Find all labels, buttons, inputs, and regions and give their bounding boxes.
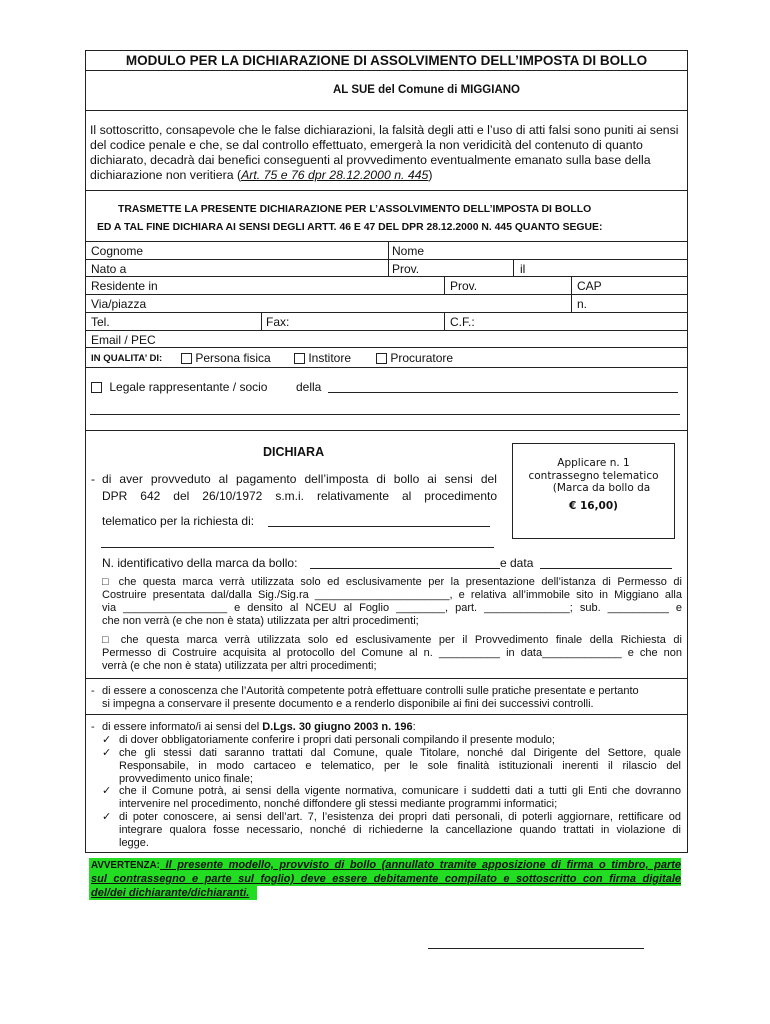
opzione-a-line-1: □ che questa marca verrà utilizzata solo ed esclusivamente per la presentazione dell’istanza di Permesso di (102, 576, 682, 588)
bullet-1: - (91, 472, 95, 486)
stamp-line-1: Applicare n. 1 (557, 457, 630, 469)
bullet-2: - (91, 685, 95, 697)
check-icon: ✓ (102, 747, 112, 759)
informato-item-3-line-2: intervenire nel procedimento, nonché diffondere gli stessi mediante programmi informatici; (119, 798, 558, 810)
checkbox-legale-rappresentante[interactable] (91, 382, 102, 393)
opzione-b-line-2: Permesso di Costruire acquisita al protocollo del Comune al n. __________ in data_____________ e che non (102, 647, 682, 659)
dichiara-p1-line3: telematico per la richiesta di: (102, 514, 255, 528)
field-via-piazza[interactable]: Via/piazza (91, 297, 147, 311)
informato-item-2-line-2: Responsabile, in modo cartaceo e telematico, per le sole finalità istituzionali inerenti il rilascio del (119, 760, 681, 772)
richiesta-input-line-2[interactable] (101, 547, 494, 548)
marca-id-input-line[interactable] (310, 568, 500, 569)
opzione-a-line-3: via _________________ e densito al NCEU al Foglio ________, part. ______________; sub. __________ e (102, 602, 682, 614)
transmit-line-1: TRASMETTE LA PRESENTE DICHIARAZIONE PER L’ASSOLVIMENTO DELL’IMPOSTA DI BOLLO (118, 204, 592, 215)
field-tel[interactable]: Tel. (91, 315, 110, 329)
informato-item-3-line-1: che il Comune potrà, ai sensi della vigente normativa, comunicare i suddetti dati a tutti gli Enti che dovranno (119, 785, 681, 797)
avvertenza-line-1: AVVERTENZA: Il presente modello, provvisto di bollo (annullato tramite apposizione di firma o timbro, parte (91, 859, 681, 871)
stamp-line-3: (Marca da bollo da (552, 482, 651, 494)
checkbox-procuratore[interactable] (376, 353, 387, 364)
avvertenza-line-3: del/dei dichiarante/dichiaranti. (91, 887, 250, 899)
conoscenza-line-1: di essere a conoscenza che l’Autorità competente potrà effettuare controlli sulle pratiche presentate e pertanto (102, 685, 639, 697)
field-fax[interactable]: Fax: (266, 315, 290, 329)
checkbox-persona-fisica[interactable] (181, 353, 192, 364)
field-prov-residenza[interactable]: Prov. (450, 279, 478, 293)
stamp-line-2: contrassegno telematico (528, 470, 659, 482)
opzione-a-line-2: Costruire presentata dal/dalla Sig./Sig.ra ______________________, e relativa all’immobile sito in Miggiano alla (102, 589, 682, 601)
informato-intro: di essere informato/i ai sensi del D.Lgs. 30 giugno 2003 n. 196: (102, 721, 416, 733)
label-della: della (296, 380, 322, 394)
informato-law: D.Lgs. 30 giugno 2003 n. 196 (262, 721, 413, 733)
signature-line[interactable] (428, 948, 644, 949)
check-icon: ✓ (102, 785, 112, 797)
stamp-amount: € 16,00) (569, 500, 618, 512)
marca-data-label: e data (500, 556, 534, 570)
label-institore: Institore (308, 351, 352, 365)
informato-item-1: di dover obbligatoriamente conferire i propri dati personali compilando il presente modulo; (119, 734, 555, 746)
field-numero-civico[interactable]: n. (577, 297, 588, 311)
marca-id-label: N. identificativo della marca da bollo: (102, 556, 298, 570)
page-title: MODULO PER LA DICHIARAZIONE DI ASSOLVIMENTO DELL’IMPOSTA DI BOLLO (125, 53, 648, 68)
opzione-b-line-3: verrà (e che non è stata) utilizzata per altri procedimenti; (102, 660, 377, 672)
field-nato-a[interactable]: Nato a (91, 262, 127, 276)
marca-data-input-line[interactable] (540, 568, 672, 569)
intro-law-reference: Art. 75 e 76 dpr 28.12.2000 n. 445 (241, 168, 429, 182)
dichiara-p1-line1: di aver provveduto al pagamento dell’imposta di bollo ai sensi del (102, 472, 497, 486)
opzione-a-line-4: che non verrà (e che non è stata) utilizzata per altri procedimenti; (102, 615, 419, 627)
bullet-3: - (91, 721, 95, 733)
checkbox-institore[interactable] (294, 353, 305, 364)
avvertenza-label: AVVERTENZA: (91, 860, 160, 871)
dichiara-p1-line2: DPR 642 del 26/10/1972 s.m.i. relativamente al procedimento (102, 489, 497, 503)
dichiara-title: DICHIARA (263, 445, 325, 459)
field-prov-nascita[interactable]: Prov. (392, 262, 420, 276)
informato-item-2-line-3: provvedimento unico finale; (119, 773, 253, 785)
field-data-nascita[interactable]: il (520, 262, 526, 276)
field-cognome[interactable]: Cognome (91, 244, 144, 258)
opzione-b-line-1: □ che questa marca verrà utilizzata solo ed esclusivamente per il Provvedimento finale della Richiesta di (102, 634, 682, 646)
informato-item-4-line-1: di poter conoscere, ai sensi dell’art. 7, l’esistenza dei propri dati personali, di poterli aggiornare, rettificare od (119, 811, 681, 823)
informato-item-2-line-1: che gli stessi dati saranno trattati dal Comune, quale Titolare, nonché dal Dirigente del Settore, quale (119, 747, 681, 759)
field-codice-fiscale[interactable]: C.F.: (450, 315, 475, 329)
della-input-line[interactable] (328, 392, 678, 393)
conoscenza-line-2: si impegna a conservare il presente documento e a renderlo disponibile ai fini dei successivi controlli. (102, 698, 594, 710)
richiesta-input-line[interactable] (268, 526, 490, 527)
informato-item-4-line-2: integrare qualora fosse necessario, nonché di richiederne la cancellazione quando trattati in violazione di (119, 824, 681, 836)
qualita-label: IN QUALITA’ DI: (91, 353, 163, 364)
label-legale-rappresentante: Legale rappresentante / socio (109, 380, 268, 394)
field-residente-in[interactable]: Residente in (91, 279, 158, 293)
intro-paragraph: Il sottoscritto, consapevole che le false dichiarazioni, la falsità degli atti e l’uso di atti falsi sono puniti ai sensi del codice penale e che, se dal controllo effettuato, emergerà la non veridicità del contenuto di quanto dichiarato, decadrà dai benefici conseguenti al provvedimento eventualmente emanato sulla base della dichiarazione non veritiera (Art. 75 e 76 dpr 28.12.2000 n. 445) (90, 123, 679, 182)
avvertenza-line-2: sul contrassegno e parte sul foglio) deve essere debitamente compilato e sottoscritto con firma digitale (91, 873, 681, 885)
field-nome[interactable]: Nome (392, 244, 425, 258)
check-icon: ✓ (102, 811, 112, 823)
field-email-pec[interactable]: Email / PEC (91, 333, 156, 347)
label-persona-fisica: Persona fisica (195, 351, 271, 365)
recipient-title: AL SUE del Comune di MIGGIANO (333, 84, 520, 96)
transmit-line-2: ED A TAL FINE DICHIARA AI SENSI DEGLI ARTT. 46 E 47 DEL DPR 28.12.2000 N. 445 QUANTO SEGUE: (97, 222, 603, 233)
check-icon: ✓ (102, 734, 112, 746)
field-cap[interactable]: CAP (577, 279, 602, 293)
della-input-line-2[interactable] (90, 414, 680, 415)
label-procuratore: Procuratore (390, 351, 454, 365)
informato-item-4-line-3: legge. (119, 837, 149, 849)
